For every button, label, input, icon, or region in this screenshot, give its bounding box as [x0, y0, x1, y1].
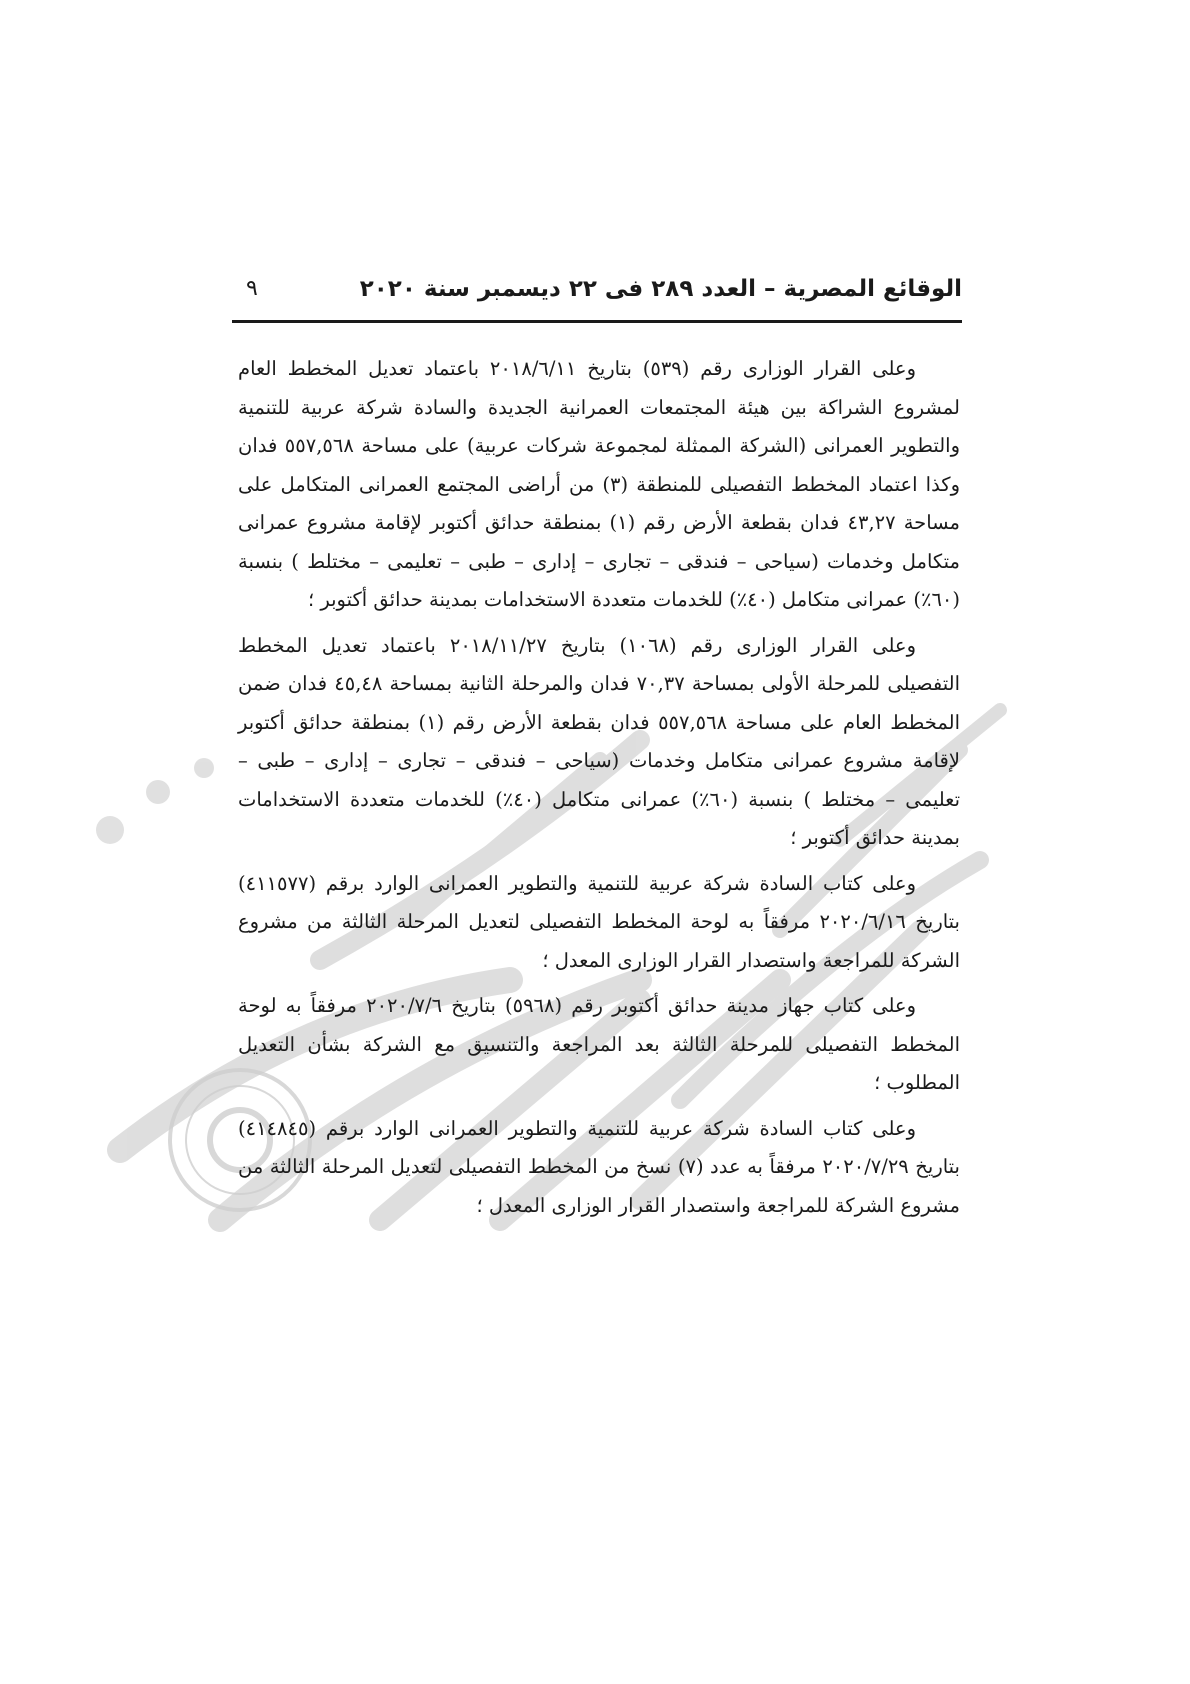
paragraph-decree-539: وعلى القرار الوزارى رقم (٥٣٩) بتاريخ ٢٠١٨/٦/١١ باعتماد تعديل المخطط العام لمشروع الشراكة بين هيئة المجتمعات العمرانية الجديدة والسادة شركة عربية للتنمية والتطوير العمرانى (الشركة الممثلة لمجموعة شركات عربية) على مساحة ٥٥٧,٥٦٨ فدان وكذا اعتماد المخطط التفصيلى للمنطقة (٣) من أراضى المجتمع العمرانى المتكامل على مساحة ٤٣,٢٧ فدان بقطعة الأرض رقم (١) بمنطقة حدائق أكتوبر لإقامة مشروع عمرانى متكامل وخدمات (سياحى – فندقى – تجارى – إدارى – طبى – تعليمى – مختلط ) بنسبة (٦٠٪) عمرانى متكامل (٤٠٪) للخدمات متعددة الاستخدامات بمدينة حدائق أكتوبر ؛: [238, 357, 961, 611]
page-number: ٩: [246, 276, 258, 301]
header-divider: [232, 320, 962, 323]
paragraph-letter-414845: وعلى كتاب السادة شركة عربية للتنمية والتطوير العمرانى الوارد برقم (٤١٤٨٤٥) بتاريخ ٢٠٢٠/٧/٢٩ مرفقاً به عدد (٧) نسخ من المخطط التفصيلى لتعديل المرحلة الثالثة من مشروع الشركة للمراجعة واستصدار القرار الوزارى المعدل ؛: [238, 1116, 960, 1217]
paragraph-decree-1068: وعلى القرار الوزارى رقم (١٠٦٨) بتاريخ ٢٠١٨/١١/٢٧ باعتماد تعديل المخطط التفصيلى للمرحلة الأولى بمساحة ٧٠,٣٧ فدان والمرحلة الثانية بمساحة ٤٥,٤٨ فدان ضمن المخطط العام على مساحة ٥٥٧,٥٦٨ فدان بقطعة الأرض رقم (١) بمنطقة حدائق أكتوبر لإقامة مشروع عمرانى متكامل وخدمات (سياحى – فندقى – تجارى – إدارى – طبى – تعليمى – مختلط ) بنسبة (٦٠٪) عمرانى متكامل (٤٠٪) للخدمات متعددة الاستخدامات بمدينة حدائق أكتوبر ؛: [238, 633, 961, 849]
page-header: [236, 272, 962, 312]
paragraph-letter-5968: وعلى كتاب جهاز مدينة حدائق أكتوبر رقم (٥٩٦٨) بتاريخ ٢٠٢٠/٧/٦ مرفقاً به لوحة المخطط التفصيلى للمرحلة الثالثة بعد المراجعة والتنسيق مع الشركة بشأن التعديل المطلوب ؛: [238, 994, 960, 1094]
document-body: [238, 350, 960, 1232]
paragraph-letter-411577: وعلى كتاب السادة شركة عربية للتنمية والتطوير العمرانى الوارد برقم (٤١١٥٧٧) بتاريخ ٢٠٢٠/٦/١٦ مرفقاً به لوحة المخطط التفصيلى لتعديل المرحلة الثالثة من مشروع الشركة للمراجعة واستصدار القرار الوزارى المعدل ؛: [238, 871, 960, 972]
gazette-header-title: الوقائع المصرية – العدد ٢٨٩ فى ٢٢ ديسمبر سنة ٢٠٢٠: [359, 276, 962, 302]
